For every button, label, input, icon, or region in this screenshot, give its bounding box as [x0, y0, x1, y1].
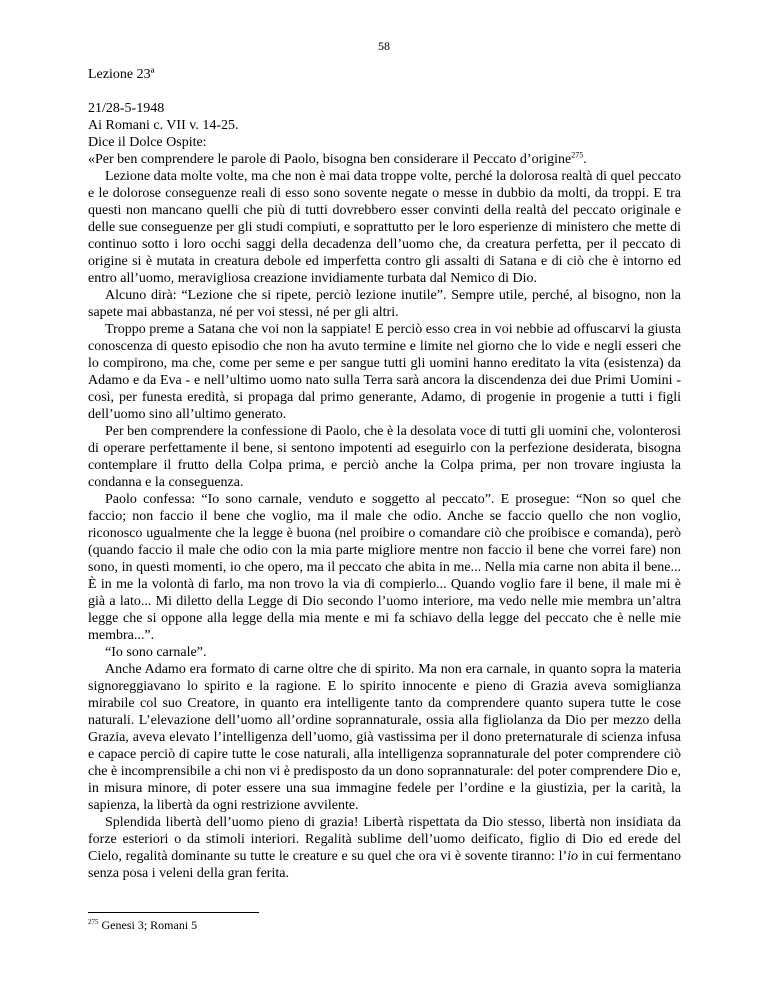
footnote-reference[interactable]: 275: [571, 150, 584, 160]
footnote-divider: [88, 912, 259, 913]
scripture-reference: Ai Romani c. VII v. 14-25.: [88, 118, 239, 133]
paragraph-last-text: Splendida libertà dell’uomo pieno di grazia! Libertà rispettata da Dio stesso, libertà non insidiata da forze esteriori o da stimoli interiori. Regalità sublime dell’uomo deificato, figlio di Dio ed erede del Cielo, regalità dominante su tutte le creature e su quel che ora vi è sovente tiranno: l’: [88, 815, 681, 864]
paragraph: Paolo confessa: “Io sono carnale, venduto e soggetto al peccato”. E prosegue: “Non so quel che faccio; non faccio il bene che voglio, ma il male che odio. Anche se faccio quello che non voglio, riconosco ugualmente che la legge è buona (nel proibire o comandare ciò che proibisce e comanda), però (quando faccio il male che odio con la mia parte migliore mentre non faccio il bene che vorrei fare) non sono, in questi momenti, io che opero, ma il peccato che abita in me... Nella mia carne non abita il bene... È in me la volontà di farlo, ma non trovo la via di compierlo... Quando voglio fare il bene, il male mi è già a lato... Mi diletto della Legge di Dio secondo l’uomo interiore, ma vedo nelle mie membra un’altra legge che si oppone alla legge della mia mente e mi fa schiavo della legge del peccato che è nelle mie membra...”.: [88, 492, 681, 643]
paragraph: “Io sono carnale”.: [105, 645, 207, 660]
paragraph-last-tail: in cui fermentano senza posa i veleni della gran ferita.: [88, 849, 681, 881]
lesson-heading: Lezione 23ª: [88, 67, 155, 82]
intro-quote-text: «Per ben comprendere le parole di Paolo, bisogna ben considerare il Peccato d’origine: [88, 152, 572, 167]
paragraph: Troppo preme a Satana che voi non la sappiate! E perciò esso crea in voi nebbie ad offuscarvi la giusta conoscenza di questo episodio che non ha avuto termine e limite nel giorno che lo vide e negli esseri che lo compirono, ma che, come per seme e per sangue tutti gli uomini hanno ereditato la vita (esistenza) da Adamo e da Eva - e nell’ultimo uomo nato sulla Terra sarà ancora la discendenza dei due Primi Uomini - così, per funesta eredità, si propaga dal primo generante, Adamo, di progenie in progenie a tutti i figli dell’uomo sino all’ultimo generato.: [88, 322, 681, 422]
footnote-number: 275: [88, 918, 99, 926]
paragraph: Anche Adamo era formato di carne oltre che di spirito. Ma non era carnale, in quanto sopra la materia signoreggiavano lo spirito e la ragione. E lo spirito innocente e pieno di Grazia aveva somiglianza mirabile col suo Creatore, in quanto era intelligente tanto da comprendere quanto supera tutte le cose naturali. L’elevazione dell’uomo all’ordine soprannaturale, ossia alla figliolanza da Dio per mezzo della Grazia, aveva elevato l’intelligenza dell’uomo, già vastissima per il dono preternaturale di scienza infusa e capace perciò di capire tutte le cose naturali, alla intelligenza soprannaturale del poter comprendere ciò che è incomprensibile a chi non vi è predisposto da un dono soprannaturale: del poter comprendere Dio e, in misura minore, di poter essere una sua immagine fedele per l’ordine e la giustizia, per la carità, la sapienza, la libertà da ogni restrizione avvilente.: [88, 662, 681, 813]
italic-word: io: [567, 849, 579, 864]
intro-quote-tail: .: [583, 152, 587, 167]
paragraph-last: [88, 814, 681, 882]
paragraph: Lezione data molte volte, ma che non è mai data troppe volte, perché la dolorosa realtà di quel peccato e le dolorose conseguenze reali di esso sono sovente negate o messe in dubbio da molti, da troppi. E tra questi non mancano quelli che più di tutti dovrebbero esser convinti della realtà del peccato originale e delle sue conseguenze per gli studi compiuti, e soprattutto per le loro esperienze di ministero che mette di continuo sotto i loro occhi saggi della decadenza dell’uomo che, da creatura perfetta, per il peccato di origine si è mutata in creatura debole ed imperfetta contro gli assalti di Satana e di ciò che è intorno ed entro all’uomo, meravigliosa creazione invidiamente turbata dal Nemico di Dio.: [88, 169, 681, 286]
paragraph: Per ben comprendere la confessione di Paolo, che è la desolata voce di tutti gli uomini che, volonterosi di operare perfettamente il bene, si sentono impotenti ad eseguirlo con la perfezione desiderata, bisogna contemplare il frutto della Colpa prima, e perciò anche la Colpa prima, per non trovare ingiusta la condanna e la conseguenza.: [88, 424, 681, 490]
page-number: 58: [378, 39, 390, 53]
intro-quote: [88, 151, 681, 168]
document-body: [88, 66, 681, 882]
footnote: [88, 918, 197, 932]
paragraph: Alcuno dirà: “Lezione che si ripete, perciò lezione inutile”. Sempre utile, perché, al bisogno, non la sapete mai abbastanza, né per voi stessi, né per gli altri.: [88, 288, 681, 320]
speaker-intro: Dice il Dolce Ospite:: [88, 135, 207, 150]
lesson-date: 21/28-5-1948: [88, 101, 165, 116]
footnote-text: Genesi 3; Romani 5: [98, 918, 198, 932]
